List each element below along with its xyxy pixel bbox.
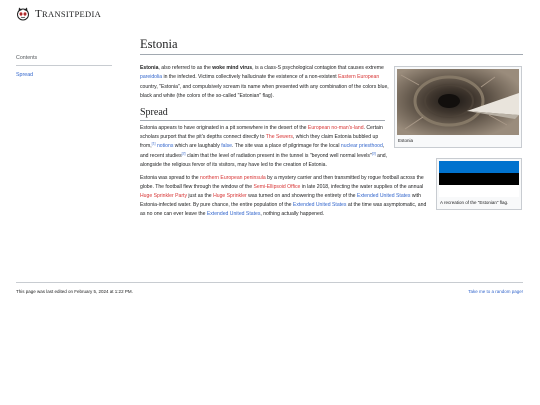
article-content xyxy=(140,36,523,223)
flag-stripe-black xyxy=(439,173,519,185)
toc-title: Contents xyxy=(16,55,112,66)
link-extended-united-states[interactable]: Extended United States xyxy=(292,202,347,209)
link-extended-united-states[interactable]: Extended United States xyxy=(206,211,261,218)
redlink-the-sewers[interactable]: The Sewers xyxy=(265,134,293,141)
redlink-european-no-mans-land[interactable]: European no-man's-land xyxy=(307,125,364,132)
estonia-figure xyxy=(394,66,522,148)
redlink-northern-european-peninsula[interactable]: northern European peninsula xyxy=(200,174,266,181)
cat-logo-icon[interactable] xyxy=(16,7,30,21)
link-notions[interactable]: notions xyxy=(156,143,174,150)
pit-photo-image[interactable] xyxy=(397,69,519,135)
redlink-huge-sprinkler-party[interactable]: Huge Sprinkler Party xyxy=(140,192,187,199)
citation-1[interactable]: [1] xyxy=(151,141,156,146)
spread-heading: Spread xyxy=(140,106,385,121)
site-header xyxy=(16,7,101,21)
citation-2[interactable]: [2] xyxy=(181,150,186,155)
flag-caption: A recreation of the "Estonian" flag. xyxy=(440,200,509,205)
flag-figure xyxy=(436,158,522,210)
redlink-eastern-european[interactable]: Eastern European xyxy=(338,74,380,81)
link-pareidolia[interactable]: pareidolia xyxy=(140,74,163,81)
random-page-link[interactable]: Take me to a random page! xyxy=(468,289,523,294)
link-false[interactable]: false xyxy=(221,143,232,150)
flag-stripe-white xyxy=(439,185,519,197)
page-title: Estonia xyxy=(140,36,523,55)
link-nuclear-priesthood[interactable]: nuclear priesthood xyxy=(340,143,383,150)
last-edited-text: This page was last edited on February 5, 2024 at 1:22 PM. xyxy=(16,289,133,294)
flag-stripe-blue xyxy=(439,161,519,173)
lead-paragraph: Estonia, also referred to as the woke mind virus, is a class-S psychological contagion that causes extreme pareidolia in the infected. Victims collectively hallucinate the existence of a non-existent Eastern European country, "Estonia", and compulsively scream its name when presented with any combination of the colors blue, black and white (the colors of the so-called "Estonian" flag). xyxy=(140,65,389,99)
spread-paragraph-1: Estonia appears to have originated in a pit somewhere in the desert of the European no-man's-land. Certain scholars purport that the pit's depths connect directly to The Sewers, which they claim Estonia bubbled up from,[1] notions which are laughably false. The site was a place of pilgrimage for the local nuclear priesthood, and recent studies[2] claim that the level of radiation present in the tunnel is "beyond well normal levels"[3] and, alongside the religious fervor of its visitors, may have led to the creation of Estonia. xyxy=(140,125,388,168)
spread-paragraph-2: Estonia was spread to the northern European peninsula by a mystery carrier and then transmitted by rogue football across the globe. The football flew through the window of the Semi-Ellipsoid Office in late 2018, infecting the water supplies of the annual Huge Sprinkler Party just as the Huge Sprinkler was turned on and showering the entirety of the Extended United States with Estonia-infected water. By pure chance, the entire population of the Extended United States at the time was asymptomatic, and as no one can ever leave the Extended United States, nothing actually happened. xyxy=(140,174,427,218)
toc-item-spread[interactable]: Spread xyxy=(16,72,34,78)
page-footer xyxy=(16,282,523,294)
citation-3[interactable]: [3] xyxy=(371,150,376,155)
redlink-huge-sprinkler[interactable]: Huge Sprinkler xyxy=(213,192,247,199)
redlink-semi-ellipsoid-office[interactable]: Semi-Ellipsoid Office xyxy=(253,183,301,190)
estonian-flag-image[interactable] xyxy=(439,161,519,197)
figure-caption: Estonia xyxy=(398,138,414,143)
table-of-contents xyxy=(16,55,112,78)
site-name[interactable]: TRANSITPEDIA xyxy=(35,8,102,20)
link-extended-united-states[interactable]: Extended United States xyxy=(356,192,411,199)
